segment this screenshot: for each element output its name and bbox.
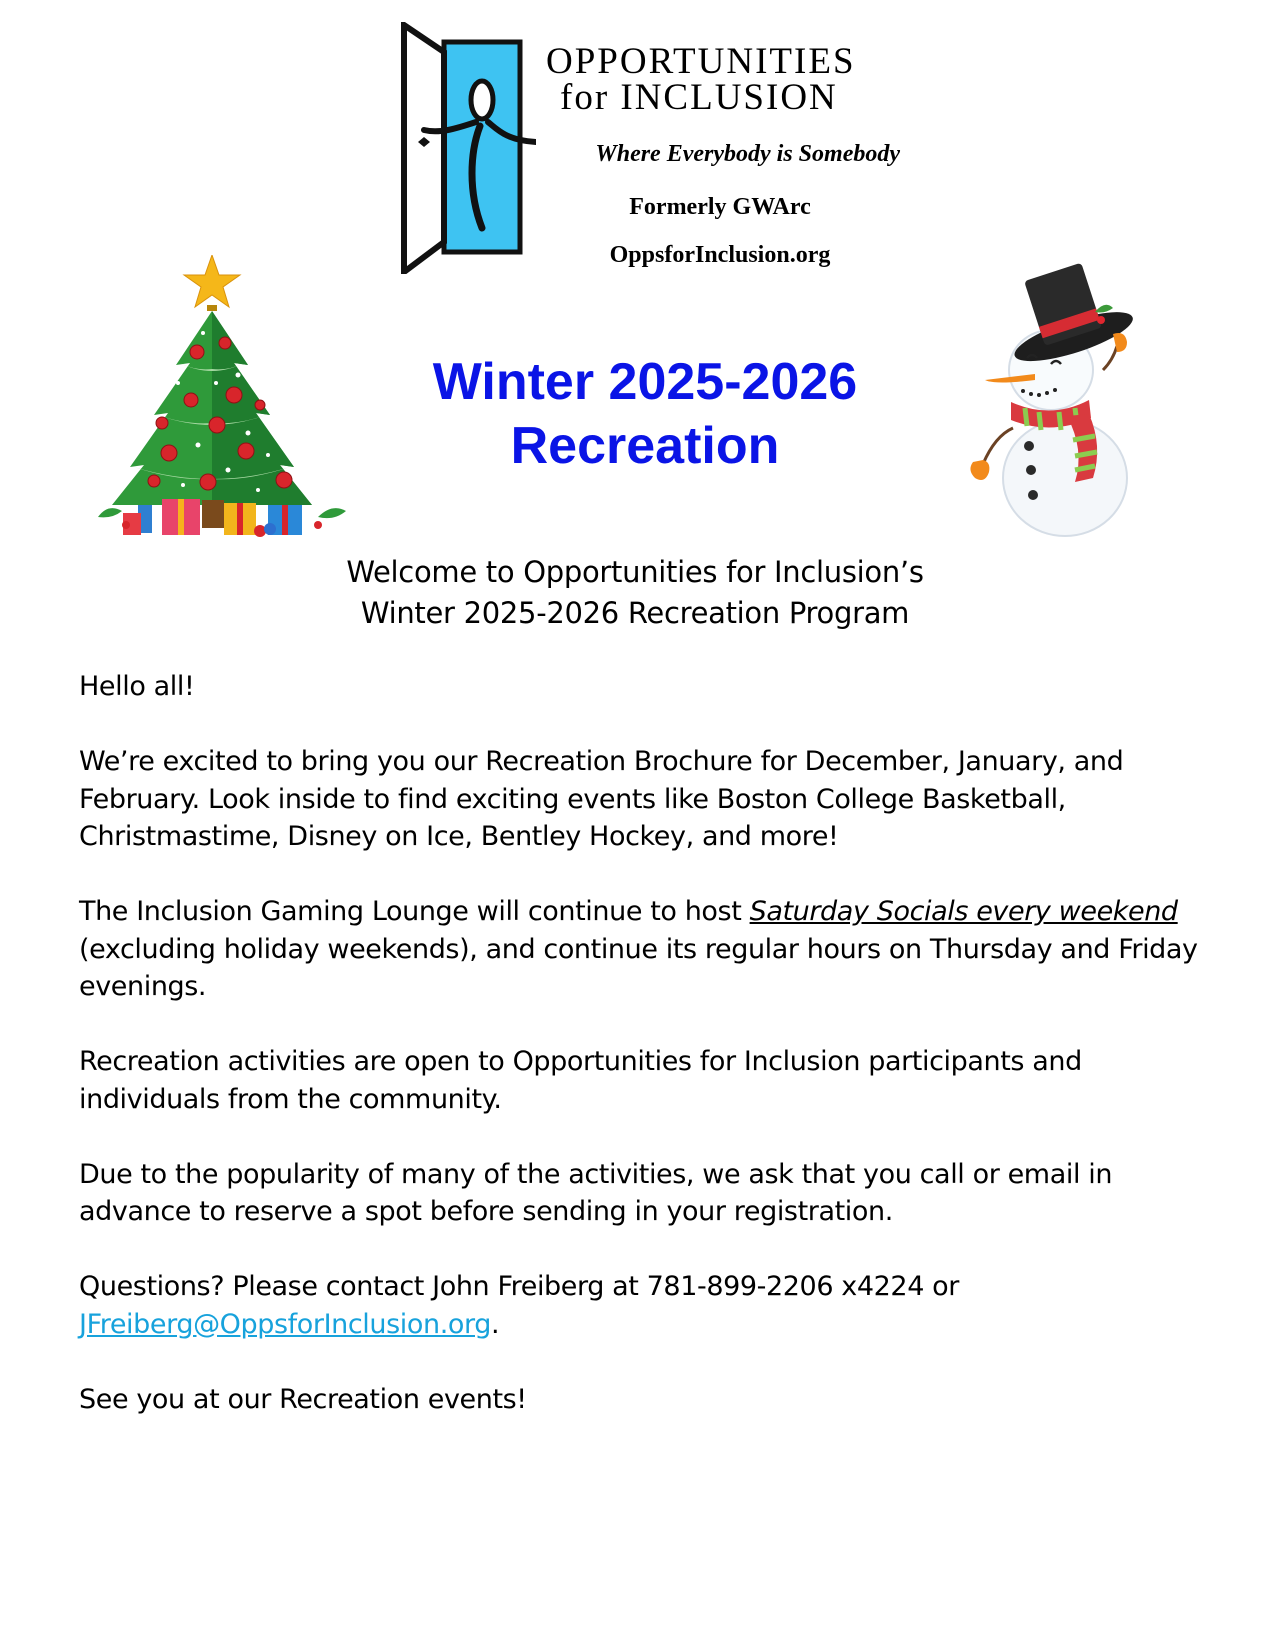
title-line1: Winter 2025-2026 <box>432 353 858 411</box>
open-door-figure-icon <box>400 22 536 274</box>
christmas-tree-icon <box>98 255 346 537</box>
gaming-text-before: The Inclusion Gaming Lounge will continue to host <box>79 896 750 927</box>
gaming-lounge-paragraph <box>79 893 1209 1006</box>
greeting: Hello all! <box>79 671 195 702</box>
snowman-icon <box>955 250 1155 540</box>
contact-email-link[interactable]: JFreiberg@OppsforInclusion.org <box>79 1308 491 1340</box>
page-title <box>330 350 960 478</box>
reserve-paragraph: Due to the popularity of many of the activities, we ask that you call or email in advance to reserve a spot before sending in your registration. <box>79 1158 1113 1227</box>
closing-line: See you at our Recreation events! <box>79 1383 527 1415</box>
welcome-line2: Winter 2025-2026 Recreation Program <box>360 596 910 630</box>
questions-paragraph <box>79 1268 1209 1343</box>
questions-end: . <box>491 1308 500 1340</box>
logo-name-line1: OPPORTUNITIES <box>546 41 856 82</box>
letter-body <box>79 668 1209 1456</box>
questions-text: Questions? Please contact John Freiberg at 781-899-2206 x4224 or <box>79 1271 959 1302</box>
welcome-heading <box>240 552 1030 634</box>
organization-logo <box>400 22 900 274</box>
intro-paragraph: We’re excited to bring you our Recreation Brochure for December, January, and February. Look inside to find exciting events like Boston College Basketball, Christmastime, Disney on Ice, Bentley Hockey, and more! <box>79 746 1124 852</box>
logo-website: OppsforInclusion.org <box>609 242 831 268</box>
logo-name-line2: for INCLUSION <box>560 77 838 118</box>
saturday-socials-emphasis: Saturday Socials every weekend <box>749 896 1178 927</box>
welcome-line1: Welcome to Opportunities for Inclusion’s <box>346 555 924 589</box>
logo-tagline: Where Everybody is Somebody <box>595 141 900 167</box>
title-line2: Recreation <box>510 417 780 475</box>
logo-formerly: Formerly GWArc <box>629 194 811 220</box>
gaming-text-after: (excluding holiday weekends), and continue its regular hours on Thursday and Friday evenings. <box>79 933 1198 1002</box>
open-to-paragraph: Recreation activities are open to Opportunities for Inclusion participants and individuals from the community. <box>79 1046 1082 1115</box>
